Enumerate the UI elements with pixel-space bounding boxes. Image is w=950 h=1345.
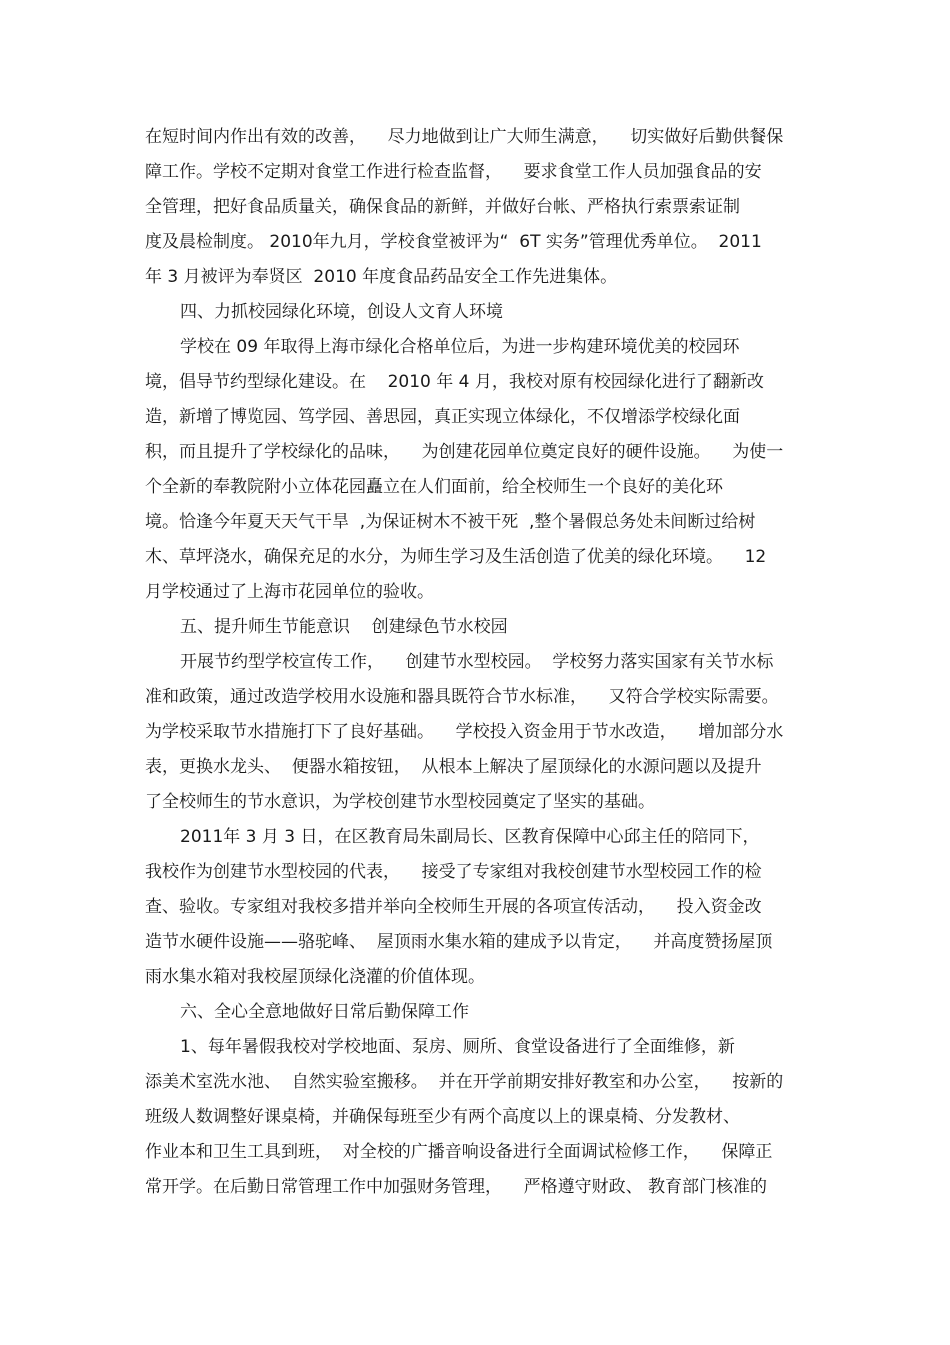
text-line: 开展节约型学校宣传工作， 创建节水型校园。 学校努力落实国家有关节水标 bbox=[180, 652, 774, 672]
text-line: 造，新增了博览园、笃学园、善思园，真正实现立体绿化，不仅增添学校绿化面 bbox=[145, 407, 740, 427]
text-line: 了全校师生的节水意识，为学校创建节水型校园奠定了坚实的基础。 bbox=[145, 792, 655, 812]
text-line: 年 3 月被评为奉贤区 2010 年度食品药品安全工作先进集体。 bbox=[145, 267, 618, 287]
text-line: 在短时间内作出有效的改善， 尽力地做到让广大师生满意， 切实做好后勤供餐保 bbox=[145, 127, 784, 147]
section-heading: 五、提升师生节能意识 创建绿色节水校园 bbox=[180, 617, 508, 637]
text-line: 月学校通过了上海市花园单位的验收。 bbox=[145, 582, 434, 602]
text-line: 我校作为创建节水型校园的代表， 接受了专家组对我校创建节水型校园工作的检 bbox=[145, 862, 762, 882]
text-line: 2011年 3 月 3 日，在区教育局朱副局长、区教育保障中心邱主任的陪同下， bbox=[180, 827, 760, 847]
text-line: 为学校采取节水措施打下了良好基础。 学校投入资金用于节水改造， 增加部分水 bbox=[145, 722, 784, 742]
text-line: 木、草坪浇水，确保充足的水分，为师生学习及生活创造了优美的绿化环境。 12 bbox=[145, 547, 767, 567]
text-line: 添美术室洗水池、 自然实验室搬移。 并在开学前期安排好教室和办公室， 按新的 bbox=[145, 1072, 784, 1092]
text-line: 查、验收。专家组对我校多措并举向全校师生开展的各项宣传活动， 投入资金改 bbox=[145, 897, 762, 917]
text-line: 常开学。在后勤日常管理工作中加强财务管理， 严格遵守财政、 教育部门核准的 bbox=[145, 1177, 768, 1197]
text-line: 积，而且提升了学校绿化的品味， 为创建花园单位奠定良好的硬件设施。 为使一 bbox=[145, 442, 784, 462]
text-line: 班级人数调整好课桌椅，并确保每班至少有两个高度以上的课桌椅、分发教材、 bbox=[145, 1107, 740, 1127]
text-line: 境，倡导节约型绿化建设。在 2010 年 4 月，我校对原有校园绿化进行了翻新改 bbox=[145, 372, 764, 392]
text-line: 雨水集水箱对我校屋顶绿化浇灌的价值体现。 bbox=[145, 967, 485, 987]
section-heading: 四、力抓校园绿化环境，创设人文育人环境 bbox=[180, 302, 503, 322]
text-line: 表，更换水龙头、 便器水箱按钮， 从根本上解决了屋顶绿化的水源问题以及提升 bbox=[145, 757, 762, 777]
section-heading: 六、全心全意地做好日常后勤保障工作 bbox=[180, 1002, 469, 1022]
text-line: 个全新的奉教院附小立体花园矗立在人们面前，给全校师生一个良好的美化环 bbox=[145, 477, 723, 497]
text-line: 全管理，把好食品质量关，确保食品的新鲜，并做好台帐、严格执行索票索证制 bbox=[145, 197, 740, 217]
text-line: 1、每年暑假我校对学校地面、泵房、厕所、食堂设备进行了全面维修，新 bbox=[180, 1037, 735, 1057]
text-line: 度及晨检制度。 2010年九月，学校食堂被评为“ 6T 实务”管理优秀单位。 2011 bbox=[145, 232, 762, 252]
text-line: 障工作。学校不定期对食堂工作进行检查监督， 要求食堂工作人员加强食品的安 bbox=[145, 162, 762, 182]
text-line: 学校在 09 年取得上海市绿化合格单位后，为进一步构建环境优美的校园环 bbox=[180, 337, 740, 357]
text-line: 境。恰逢今年夏天天气干旱 ,为保证树木不被干死 ,整个暑假总务处未间断过给树 bbox=[145, 512, 756, 532]
text-line: 造节水硬件设施——骆驼峰、 屋顶雨水集水箱的建成予以肯定， 并高度赞扬屋顶 bbox=[145, 932, 773, 952]
text-line: 作业本和卫生工具到班， 对全校的广播音响设备进行全面调试检修工作， 保障正 bbox=[145, 1142, 773, 1162]
text-line: 准和政策，通过改造学校用水设施和器具既符合节水标准， 又符合学校实际需要。 bbox=[145, 687, 779, 707]
